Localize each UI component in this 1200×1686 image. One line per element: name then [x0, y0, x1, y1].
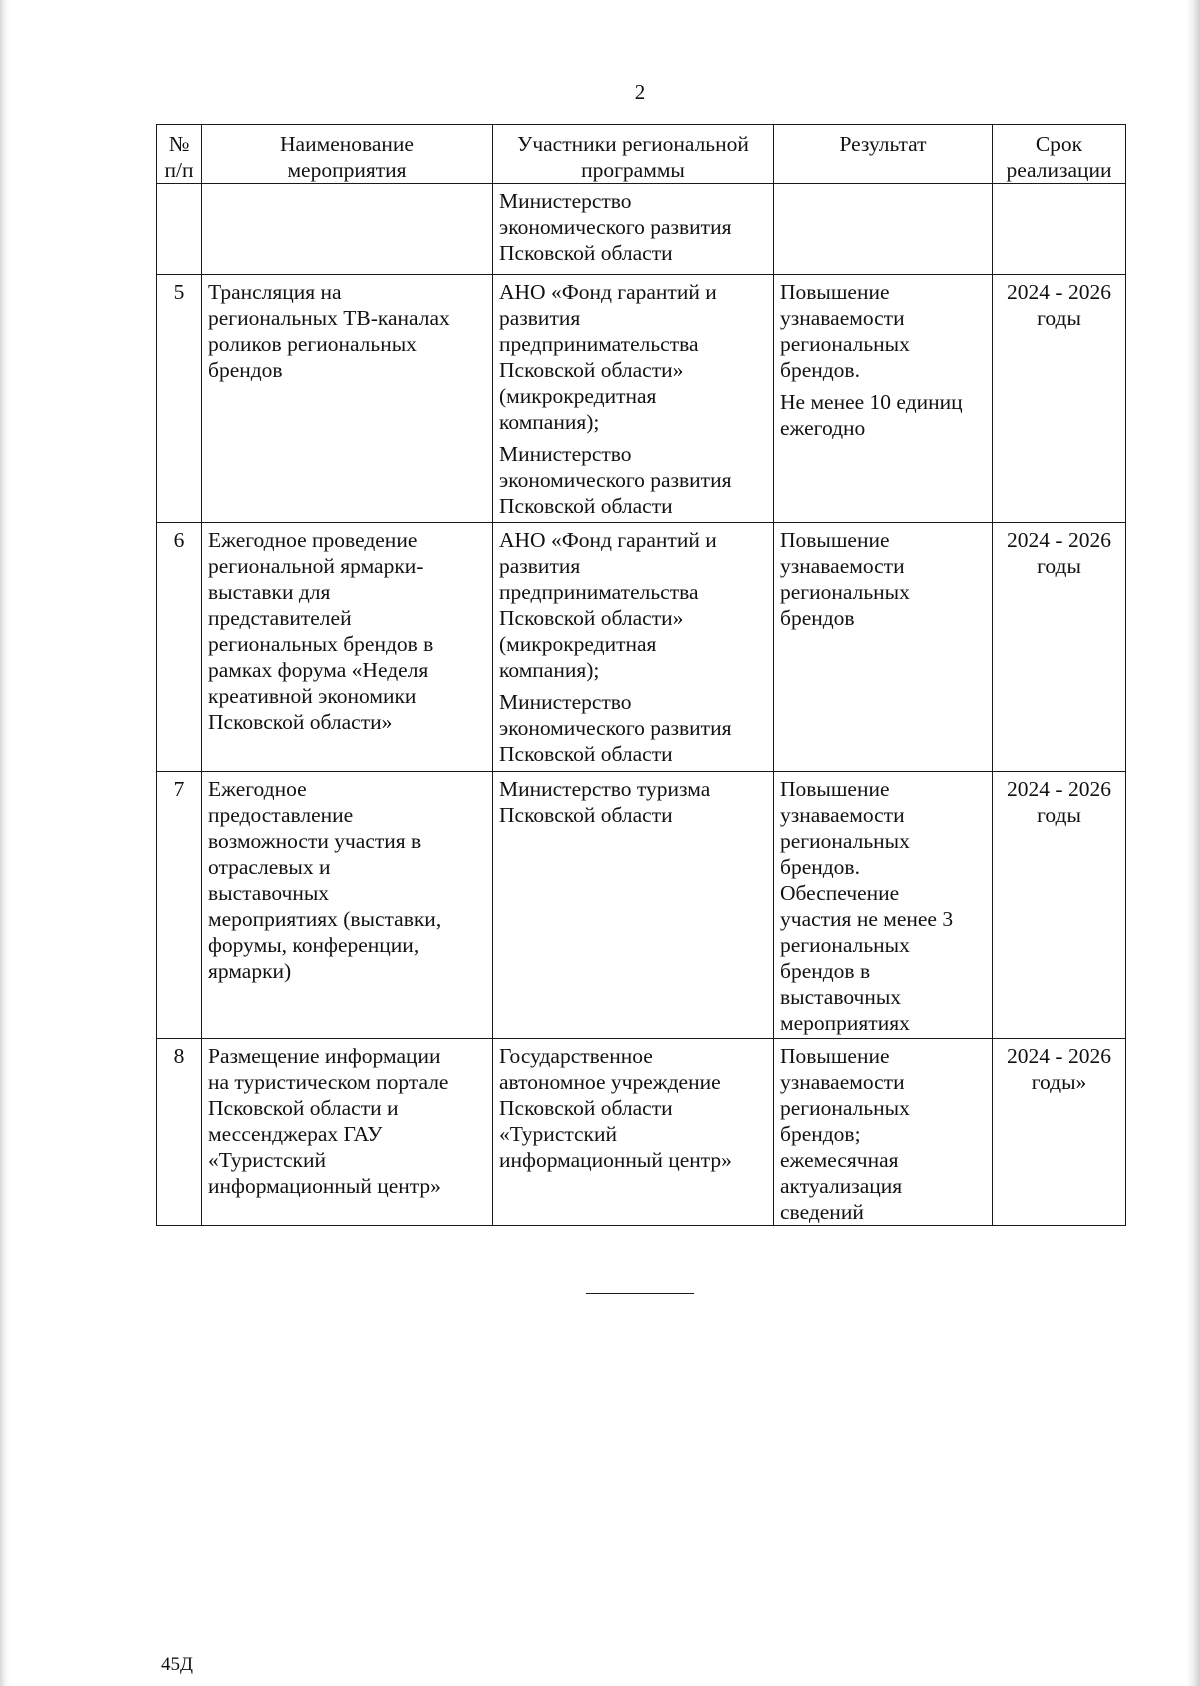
- cell-line: автономное учреждение: [499, 1070, 721, 1094]
- table-row: [157, 1039, 1126, 1226]
- cell-line: сведений: [780, 1200, 864, 1224]
- cell-participants: [493, 275, 774, 523]
- header-row: [157, 125, 1126, 184]
- cell-line: участия не менее 3: [780, 907, 954, 931]
- cell-event-name: [202, 523, 493, 772]
- scan-edge-left: [0, 0, 10, 1686]
- cell-line: региональных: [780, 933, 910, 957]
- cell-line: региональных: [780, 580, 910, 604]
- cell-line: ежегодно: [780, 416, 866, 440]
- cell-line: предоставление: [208, 803, 354, 827]
- cell-participants: [493, 184, 774, 275]
- cell-line: Псковской области и: [208, 1096, 399, 1120]
- cell-line: Псковской области: [499, 1096, 673, 1120]
- header-num: [157, 125, 202, 184]
- cell-result: [774, 1039, 993, 1226]
- cell-line: узнаваемости: [780, 554, 905, 578]
- cell-line: отраслевых и: [208, 855, 331, 879]
- cell-result: [774, 184, 993, 275]
- document-code: 45Д: [161, 1654, 193, 1675]
- cell-line: Не менее 10 единиц: [780, 390, 963, 414]
- cell-line: 2024 - 2026: [1007, 1044, 1111, 1068]
- cell-line: брендов в: [780, 959, 871, 983]
- header-line: №: [168, 132, 190, 156]
- cell-term: [993, 1039, 1126, 1226]
- header-line: реализации: [1006, 158, 1112, 182]
- header-line: Срок: [1035, 132, 1083, 156]
- cell-line: роликов региональных: [208, 332, 417, 356]
- cell-line: представителей: [208, 606, 352, 630]
- header-line: п/п: [164, 158, 194, 182]
- cell-line: Трансляция на: [208, 280, 342, 304]
- cell-line: Обеспечение: [780, 881, 900, 905]
- table-row: [157, 275, 1126, 523]
- cell-line: Министерство: [499, 189, 632, 213]
- cell-line: Размещение информации: [208, 1044, 441, 1068]
- cell-line: выставочных: [780, 985, 902, 1009]
- cell-line: брендов: [780, 606, 855, 630]
- cell-line: Ежегодное проведение: [208, 528, 418, 552]
- cell-line: Министерство: [499, 442, 632, 466]
- cell-line: Псковской области»: [499, 606, 684, 630]
- cell-term: [993, 523, 1126, 772]
- cell-line: Ежегодное: [208, 777, 307, 801]
- cell-line: Псковской области: [499, 803, 673, 827]
- cell-line: региональной ярмарки-: [208, 554, 424, 578]
- cell-line: мессенджерах ГАУ: [208, 1122, 383, 1146]
- cell-line: 2024 - 2026: [1007, 528, 1111, 552]
- cell-event-name: [202, 772, 493, 1039]
- cell-line: узнаваемости: [780, 306, 905, 330]
- cell-line: «Туристский: [208, 1148, 327, 1172]
- cell-line: ярмарки): [208, 959, 292, 983]
- table-row: [157, 523, 1126, 772]
- cell-line: Государственное: [499, 1044, 653, 1068]
- cell-num: 8: [157, 1039, 202, 1226]
- cell-line: мероприятиях (выставки,: [208, 907, 442, 931]
- cell-line: Повышение: [780, 528, 890, 552]
- scan-edge-right: [1186, 0, 1200, 1686]
- cell-event-name: [202, 275, 493, 523]
- cell-line: Псковской области»: [208, 710, 393, 734]
- cell-line: 2024 - 2026: [1007, 777, 1111, 801]
- cell-line: региональных ТВ-каналах: [208, 306, 450, 330]
- cell-line: региональных: [780, 332, 910, 356]
- cell-line: Псковской области: [499, 742, 673, 766]
- cell-line: предпринимательства: [499, 580, 699, 604]
- cell-line: предпринимательства: [499, 332, 699, 356]
- cell-line: брендов.: [780, 855, 860, 879]
- cell-line: годы»: [1031, 1070, 1087, 1094]
- cell-line: узнаваемости: [780, 803, 905, 827]
- cell-num: 6: [157, 523, 202, 772]
- cell-line: экономического развития: [499, 468, 732, 492]
- cell-line: брендов.: [780, 358, 860, 382]
- events-table: [156, 124, 1126, 1226]
- table-body: [157, 184, 1126, 1226]
- cell-event-name: [202, 1039, 493, 1226]
- cell-line: Псковской области»: [499, 358, 684, 382]
- header-line: Наименование: [280, 132, 414, 156]
- cell-term: [993, 184, 1126, 275]
- cell-line: годы: [1037, 554, 1081, 578]
- cell-line: Псковской области: [499, 241, 673, 265]
- header-result: [774, 125, 993, 184]
- cell-line: на туристическом портале: [208, 1070, 449, 1094]
- header-line: мероприятия: [287, 158, 407, 182]
- cell-line: актуализация: [780, 1174, 903, 1198]
- cell-line: форумы, конференции,: [208, 933, 420, 957]
- cell-line: экономического развития: [499, 215, 732, 239]
- page-number: 2: [634, 80, 646, 104]
- cell-line: узнаваемости: [780, 1070, 905, 1094]
- cell-line: Министерство: [499, 690, 632, 714]
- table-row: [157, 772, 1126, 1039]
- cell-line: АНО «Фонд гарантий и: [499, 528, 717, 552]
- cell-line: Повышение: [780, 280, 890, 304]
- table-header: [157, 125, 1126, 184]
- cell-line: Министерство туризма: [499, 777, 711, 801]
- cell-line: региональных: [780, 1096, 910, 1120]
- cell-participants: [493, 1039, 774, 1226]
- cell-line: Псковской области: [499, 494, 673, 518]
- end-rule: [586, 1293, 694, 1294]
- cell-term: [993, 772, 1126, 1039]
- cell-line: мероприятиях: [780, 1011, 910, 1035]
- cell-line: выставочных: [208, 881, 330, 905]
- cell-num: 5: [157, 275, 202, 523]
- cell-line: возможности участия в: [208, 829, 422, 853]
- cell-line: брендов;: [780, 1122, 861, 1146]
- cell-result: [774, 523, 993, 772]
- cell-line: информационный центр»: [499, 1148, 732, 1172]
- cell-line: годы: [1037, 803, 1081, 827]
- cell-term: [993, 275, 1126, 523]
- cell-line: ежемесячная: [780, 1148, 899, 1172]
- cell-line: брендов: [208, 358, 283, 382]
- cell-line: развития: [499, 554, 581, 578]
- header-participants: [493, 125, 774, 184]
- cell-line: 2024 - 2026: [1007, 280, 1111, 304]
- header-line: Участники региональной: [517, 132, 749, 156]
- header-line: программы: [581, 158, 685, 182]
- cell-line: Повышение: [780, 777, 890, 801]
- cell-line: «Туристский: [499, 1122, 618, 1146]
- cell-line: годы: [1037, 306, 1081, 330]
- cell-participants: [493, 523, 774, 772]
- header-term: [993, 125, 1126, 184]
- cell-line: Повышение: [780, 1044, 890, 1068]
- header-name: [202, 125, 493, 184]
- cell-participants: [493, 772, 774, 1039]
- cell-line: информационный центр»: [208, 1174, 441, 1198]
- cell-line: развития: [499, 306, 581, 330]
- cell-result: [774, 772, 993, 1039]
- cell-line: компания);: [499, 658, 600, 682]
- cell-line: (микрокредитная: [499, 384, 657, 408]
- cell-event-name: [202, 184, 493, 275]
- cell-line: экономического развития: [499, 716, 732, 740]
- cell-line: креативной экономики: [208, 684, 417, 708]
- table-row: [157, 184, 1126, 275]
- cell-line: рамках форума «Неделя: [208, 658, 429, 682]
- cell-line: региональных брендов в: [208, 632, 434, 656]
- cell-num: 7: [157, 772, 202, 1039]
- cell-result: [774, 275, 993, 523]
- cell-line: (микрокредитная: [499, 632, 657, 656]
- cell-line: региональных: [780, 829, 910, 853]
- cell-line: компания);: [499, 410, 600, 434]
- cell-line: выставки для: [208, 580, 331, 604]
- header-line: Результат: [839, 132, 927, 156]
- cell-line: АНО «Фонд гарантий и: [499, 280, 717, 304]
- cell-num: [157, 184, 202, 275]
